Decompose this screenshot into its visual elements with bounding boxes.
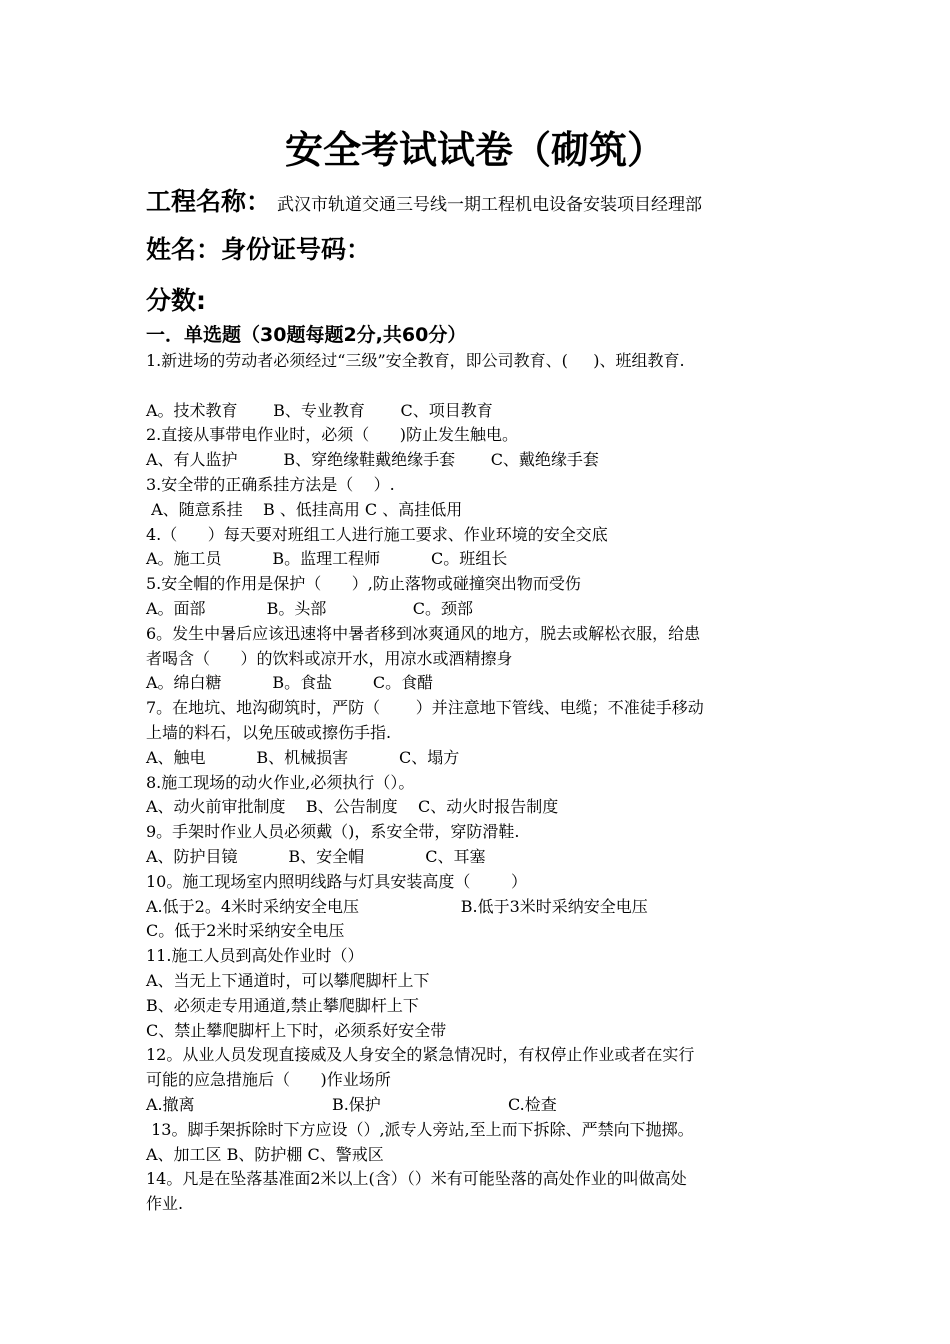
question-line: A、防护目镜 B、安全帽 C、耳塞 xyxy=(146,846,486,866)
question-line: 10。施工现场室内照明线路与灯具安装高度（ ） xyxy=(146,871,528,891)
question-line: A。面部 B。头部 C。颈部 xyxy=(146,598,474,618)
question-line: 上墙的料石，以免压破或擦伤手指. xyxy=(146,722,392,742)
question-line: 6。发生中暑后应该迅速将中暑者移到冰爽通风的地方，脱去或解松衣服，给患 xyxy=(146,623,701,643)
question-line: A。技术教育 B、专业教育 C、项目教育 xyxy=(146,400,493,420)
question-line: 14。凡是在坠落基准面2米以上(含）（）米有可能坠落的高处作业的叫做高处 xyxy=(146,1169,687,1189)
question-line: 1.新进场的劳动者必须经过“三级”安全教育，即公司教育、( )、班组教育. xyxy=(146,351,685,370)
question-line: 13。脚手架拆除时下方应设（）,派专人旁站,至上而下拆除、严禁向下抛掷。 xyxy=(146,1119,694,1139)
blank-line xyxy=(146,374,821,399)
question-line: A、随意系挂 B 、低挂高用 C 、高挂低用 xyxy=(146,499,463,519)
question-line: 11.施工人员到高处作业时（） xyxy=(146,946,364,966)
project-row xyxy=(146,185,702,222)
question-line: A、加工区 B、防护棚 C、警戒区 xyxy=(146,1144,384,1164)
question-line: 5.安全帽的作用是保护（ ）,防止落物或碰撞突出物而受伤 xyxy=(146,574,581,594)
question-line: 可能的应急措施后（ )作业场所 xyxy=(146,1070,391,1090)
question-line: A、当无上下通道时，可以攀爬脚杆上下 xyxy=(146,970,430,990)
question-line: 3.安全带的正确系挂方法是（ ）. xyxy=(146,474,395,494)
question-line: A.撤离 B.保护 C.检查 xyxy=(146,1094,557,1114)
question-body xyxy=(146,349,821,1217)
question-line: A、触电 B、机械损害 C、塌方 xyxy=(146,747,460,767)
question-line: 7。在地坑、地沟砌筑时，严防（ ）并注意地下管线、电缆；不准徒手移动 xyxy=(146,698,704,718)
question-line: B、必须走专用通道,禁止攀爬脚杆上下 xyxy=(146,995,419,1015)
question-line: 4.（ ）每天要对班组工人进行施工要求、作业环境的安全交底 xyxy=(146,524,608,544)
question-line: 2.直接从事带电作业时，必须（ )防止发生触电。 xyxy=(146,425,519,445)
question-line: 8.施工现场的动火作业,必须执行（）。 xyxy=(146,772,415,792)
question-line: 12。从业人员发现直接威及人身安全的紧急情况时，有权停止作业或者在实行 xyxy=(146,1045,695,1065)
question-line: 者喝含（ ）的饮料或凉开水，用凉水或酒精擦身 xyxy=(146,648,513,668)
question-line: A、动火前审批制度 B、公告制度 C、动火时报告制度 xyxy=(146,797,559,817)
question-line: A、有人监护 B、穿绝缘鞋戴绝缘手套 C、戴绝缘手套 xyxy=(146,450,599,470)
question-line: A。绵白糖 B。食盐 C。食醋 xyxy=(146,673,434,693)
question-line: A。施工员 B。监理工程师 C。班组长 xyxy=(146,549,508,569)
question-line: C。低于2米时采纳安全电压 xyxy=(146,921,345,941)
score-row: 分数: xyxy=(146,286,206,315)
question-line: 作业. xyxy=(146,1194,184,1214)
question-line: C、禁止攀爬脚杆上下时，必须系好安全带 xyxy=(146,1020,447,1040)
name-id-row: 姓名：身份证号码： xyxy=(146,235,372,264)
question-line: 9。手架时作业人员必须戴（)，系安全带，穿防滑鞋. xyxy=(146,822,520,842)
exam-title: 安全考试试卷（砌筑） xyxy=(284,128,665,172)
project-label: 工程名称： xyxy=(146,187,272,216)
section-title: 一．单选题（30题每题2分,共60分） xyxy=(146,324,467,346)
project-value: 武汉市轨道交通三号线一期工程机电设备安装项目经理部 xyxy=(277,195,703,215)
question-line: A.低于2。4米时采纳安全电压 B.低于3米时采纳安全电压 xyxy=(146,896,648,916)
